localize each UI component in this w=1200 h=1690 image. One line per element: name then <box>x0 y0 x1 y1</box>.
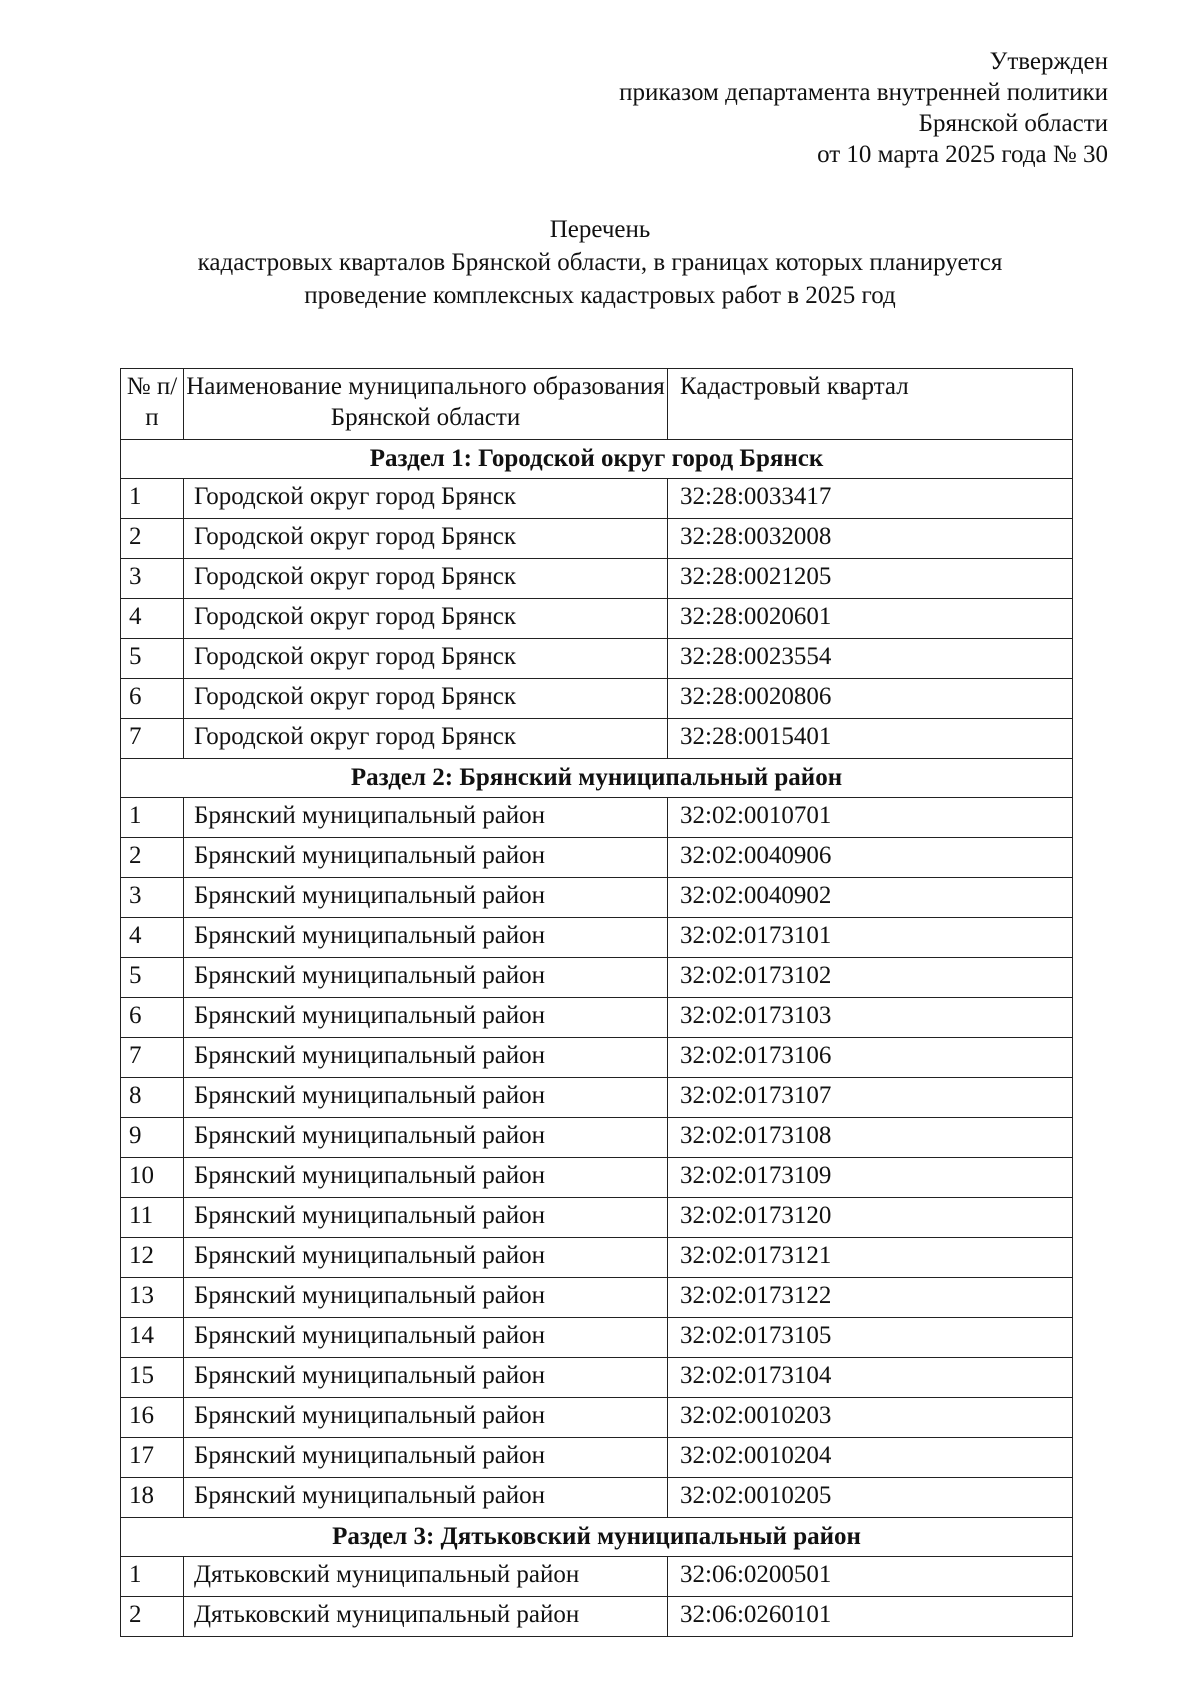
cadastral-code: 32:06:0260101 <box>668 1597 1073 1637</box>
municipality-name: Брянский муниципальный район <box>184 798 668 838</box>
table-row <box>121 559 1073 599</box>
table-row <box>121 1597 1073 1637</box>
table-row <box>121 1358 1073 1398</box>
table-row <box>121 1078 1073 1118</box>
row-number: 13 <box>121 1278 184 1318</box>
municipality-name: Дятьковский муниципальный район <box>184 1557 668 1597</box>
table-row <box>121 679 1073 719</box>
header-number: № п/п <box>121 369 184 440</box>
cadastral-code: 32:02:0173103 <box>668 998 1073 1038</box>
municipality-name: Брянский муниципальный район <box>184 918 668 958</box>
section-title: Раздел 3: Дятьковский муниципальный район <box>121 1518 1073 1557</box>
row-number: 11 <box>121 1198 184 1238</box>
row-number: 5 <box>121 958 184 998</box>
cadastral-code: 32:02:0173106 <box>668 1038 1073 1078</box>
table-row <box>121 838 1073 878</box>
approval-line: Утвержден <box>989 48 1108 75</box>
approval-line: Брянской области <box>918 110 1108 137</box>
cadastral-code: 32:02:0173121 <box>668 1238 1073 1278</box>
row-number: 7 <box>121 1038 184 1078</box>
row-number: 2 <box>121 838 184 878</box>
cadastral-code: 32:02:0173109 <box>668 1158 1073 1198</box>
header-cadastral-quarter: Кадастровый квартал <box>668 369 1073 440</box>
cadastral-code: 32:02:0173107 <box>668 1078 1073 1118</box>
municipality-name: Дятьковский муниципальный район <box>184 1597 668 1637</box>
table-row <box>121 1118 1073 1158</box>
row-number: 15 <box>121 1358 184 1398</box>
row-number: 6 <box>121 998 184 1038</box>
table-body <box>121 440 1073 1637</box>
row-number: 6 <box>121 679 184 719</box>
row-number: 14 <box>121 1318 184 1358</box>
municipality-name: Брянский муниципальный район <box>184 1478 668 1518</box>
section-row <box>121 1518 1073 1557</box>
section-title: Раздел 1: Городской округ город Брянск <box>121 440 1073 479</box>
table-row <box>121 878 1073 918</box>
municipality-name: Брянский муниципальный район <box>184 1278 668 1318</box>
table-row <box>121 639 1073 679</box>
table-row <box>121 1238 1073 1278</box>
document-title <box>0 213 1200 312</box>
cadastral-code: 32:28:0015401 <box>668 719 1073 759</box>
row-number: 2 <box>121 519 184 559</box>
cadastral-code: 32:28:0020806 <box>668 679 1073 719</box>
title-line: проведение комплексных кадастровых работ в 2025 год <box>304 282 896 309</box>
table-header-row <box>121 369 1073 440</box>
row-number: 4 <box>121 918 184 958</box>
cadastral-code: 32:02:0173104 <box>668 1358 1073 1398</box>
cadastral-code: 32:02:0173122 <box>668 1278 1073 1318</box>
table-row <box>121 998 1073 1038</box>
row-number: 2 <box>121 1597 184 1637</box>
title-line: кадастровых кварталов Брянской области, в границах которых планируется <box>197 249 1003 276</box>
cadastral-table <box>120 368 1073 1637</box>
table-row <box>121 1478 1073 1518</box>
table-row <box>121 1438 1073 1478</box>
title-line: Перечень <box>549 216 651 243</box>
row-number: 3 <box>121 559 184 599</box>
cadastral-code: 32:28:0033417 <box>668 479 1073 519</box>
municipality-name: Брянский муниципальный район <box>184 958 668 998</box>
municipality-name: Брянский муниципальный район <box>184 1158 668 1198</box>
table-row <box>121 958 1073 998</box>
row-number: 8 <box>121 1078 184 1118</box>
row-number: 16 <box>121 1398 184 1438</box>
header-municipality: Наименование муниципального образования Брянской области <box>184 369 668 440</box>
cadastral-code: 32:02:0010701 <box>668 798 1073 838</box>
table-row <box>121 1038 1073 1078</box>
row-number: 1 <box>121 479 184 519</box>
row-number: 18 <box>121 1478 184 1518</box>
municipality-name: Брянский муниципальный район <box>184 1038 668 1078</box>
municipality-name: Брянский муниципальный район <box>184 1398 668 1438</box>
row-number: 7 <box>121 719 184 759</box>
table-row <box>121 1318 1073 1358</box>
cadastral-code: 32:02:0173105 <box>668 1318 1073 1358</box>
table-row <box>121 1198 1073 1238</box>
municipality-name: Городской округ город Брянск <box>184 559 668 599</box>
table-row <box>121 479 1073 519</box>
municipality-name: Брянский муниципальный район <box>184 878 668 918</box>
municipality-name: Брянский муниципальный район <box>184 838 668 878</box>
row-number: 3 <box>121 878 184 918</box>
cadastral-code: 32:02:0010203 <box>668 1398 1073 1438</box>
cadastral-code: 32:02:0173101 <box>668 918 1073 958</box>
municipality-name: Городской округ город Брянск <box>184 479 668 519</box>
municipality-name: Брянский муниципальный район <box>184 1198 668 1238</box>
section-row <box>121 440 1073 479</box>
table-row <box>121 918 1073 958</box>
cadastral-code: 32:28:0023554 <box>668 639 1073 679</box>
cadastral-code: 32:02:0173102 <box>668 958 1073 998</box>
cadastral-code: 32:28:0021205 <box>668 559 1073 599</box>
table-row <box>121 798 1073 838</box>
table-row <box>121 519 1073 559</box>
municipality-name: Городской округ город Брянск <box>184 639 668 679</box>
row-number: 9 <box>121 1118 184 1158</box>
municipality-name: Городской округ город Брянск <box>184 679 668 719</box>
table-row <box>121 1557 1073 1597</box>
row-number: 5 <box>121 639 184 679</box>
table-row <box>121 1278 1073 1318</box>
municipality-name: Городской округ город Брянск <box>184 719 668 759</box>
municipality-name: Городской округ город Брянск <box>184 519 668 559</box>
cadastral-code: 32:02:0040902 <box>668 878 1073 918</box>
cadastral-code: 32:02:0040906 <box>668 838 1073 878</box>
section-title: Раздел 2: Брянский муниципальный район <box>121 759 1073 798</box>
table-row <box>121 1398 1073 1438</box>
approval-line: приказом департамента внутренней политики <box>619 79 1108 106</box>
cadastral-code: 32:02:0173120 <box>668 1198 1073 1238</box>
row-number: 17 <box>121 1438 184 1478</box>
approval-block <box>619 46 1108 170</box>
table-row <box>121 599 1073 639</box>
cadastral-code: 32:28:0032008 <box>668 519 1073 559</box>
municipality-name: Брянский муниципальный район <box>184 1118 668 1158</box>
municipality-name: Брянский муниципальный район <box>184 1318 668 1358</box>
cadastral-code: 32:02:0173108 <box>668 1118 1073 1158</box>
row-number: 4 <box>121 599 184 639</box>
municipality-name: Брянский муниципальный район <box>184 1078 668 1118</box>
approval-line: от 10 марта 2025 года № 30 <box>817 141 1108 168</box>
row-number: 12 <box>121 1238 184 1278</box>
municipality-name: Брянский муниципальный район <box>184 1438 668 1478</box>
row-number: 1 <box>121 1557 184 1597</box>
section-row <box>121 759 1073 798</box>
table-row <box>121 1158 1073 1198</box>
table-row <box>121 719 1073 759</box>
row-number: 10 <box>121 1158 184 1198</box>
cadastral-code: 32:02:0010204 <box>668 1438 1073 1478</box>
municipality-name: Брянский муниципальный район <box>184 1358 668 1398</box>
municipality-name: Городской округ город Брянск <box>184 599 668 639</box>
municipality-name: Брянский муниципальный район <box>184 1238 668 1278</box>
municipality-name: Брянский муниципальный район <box>184 998 668 1038</box>
row-number: 1 <box>121 798 184 838</box>
cadastral-code: 32:02:0010205 <box>668 1478 1073 1518</box>
cadastral-code: 32:28:0020601 <box>668 599 1073 639</box>
cadastral-code: 32:06:0200501 <box>668 1557 1073 1597</box>
